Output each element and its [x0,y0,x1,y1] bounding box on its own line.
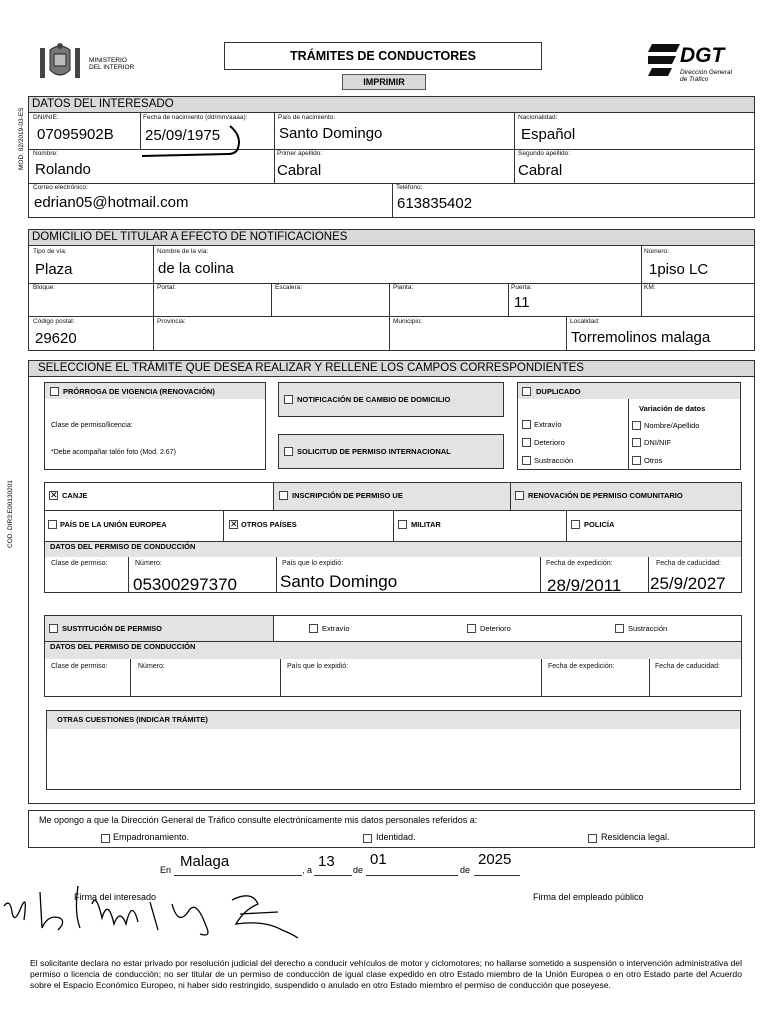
print-button[interactable]: IMPRIMIR [342,74,426,90]
canje-numero-field[interactable]: 05300297370 [133,575,238,594]
nationality-label: Nacionalidad: [518,114,558,121]
var-otros-checkbox[interactable] [632,456,641,465]
legal-declaration: El solicitante declara no estar privado por resolución judicial del derecho a conducir vehículos de motor y ciclomotores; no hallarse sometido a suspensión o intervención administrativa del permiso o licencia de conducción; no ser titular de un permiso de conducción de igual clase expedido en otro Estado miembro de la Unión Europea o en otro Estado parte del Acuerdo sobre el Espacio Económico Europeo, ni haber sido restringido, suspendido o anulado en otro Estado miembro el permiso de conducción que poseyese. [30,958,742,991]
var-nombre-checkbox[interactable] [632,421,641,430]
sust-fexp-label: Fecha de expedición: [548,663,615,670]
de-label-1: de [353,865,364,875]
stairs-label: Escalera: [275,284,303,291]
militar-checkbox[interactable] [398,520,407,529]
sust-extravio-label: Extravío [322,624,350,633]
a-label: , a [302,865,313,875]
var-dni-checkbox[interactable] [632,438,641,447]
locality-field[interactable]: Torremolinos malaga [571,329,711,346]
ministry-name-line2: DEL INTERIOR [89,64,135,71]
door-label: Puerta: [511,284,532,291]
second-surname-label: Segundo apellido: [518,150,571,157]
ministry-name-line1: MINISTERIO [89,57,127,64]
day-field[interactable]: 13 [318,853,335,870]
sust-sustraccion-checkbox[interactable] [615,624,624,633]
sust-pais-label: País que lo expidió: [287,663,349,670]
permiso-internacional-label: SOLICITUD DE PERMISO INTERNACIONAL [297,447,451,456]
de-label-2: de [460,865,471,875]
street-type-field[interactable]: Plaza [35,261,73,278]
sust-sustraccion-label: Sustracción [628,624,668,633]
var-dni-label: DNI/NIF [644,438,672,447]
dir3-code: COD. DIR3:E00130201 [7,480,14,548]
first-name-label: Nombre: [33,150,58,157]
birthdate-label: Fecha de nacimiento (dd/mm/aaaa): [143,114,248,121]
month-field[interactable]: 01 [370,851,387,868]
dup-sustraccion-label: Sustracción [534,456,574,465]
dup-extravio-label: Extravío [534,420,562,429]
sust-deterioro-checkbox[interactable] [467,624,476,633]
postal-code-field[interactable]: 29620 [35,330,77,347]
floor-label: Planta: [393,284,414,291]
first-name-field[interactable]: Rolando [35,161,91,178]
license-class-label: Clase de permiso/licencia: [51,422,133,429]
sust-fcad-label: Fecha de caducidad: [655,663,720,670]
portal-label: Portal: [157,284,176,291]
firma-interesado-label: Firma del interesado [74,892,157,902]
photo-note: *Debe acompañar talón foto (Mod. 2.67) [51,449,176,456]
empadronamiento-checkbox[interactable] [101,834,110,843]
duplicado-checkbox[interactable] [522,387,531,396]
dup-deterioro-checkbox[interactable] [522,438,531,447]
email-field[interactable]: edrian05@hotmail.com [34,194,189,211]
locality-label: Localidad: [570,318,600,325]
handwritten-bracket [140,124,250,160]
dgt-subtitle-2: de Tráfico [680,76,709,83]
phone-field[interactable]: 613835402 [397,195,473,212]
otros-paises-label: OTROS PAÍSES [241,520,297,529]
place-field[interactable]: Malaga [180,853,230,870]
canje-fexp-label: Fecha de expedición: [546,560,613,567]
variacion-label: Variación de datos [639,404,706,413]
identidad-checkbox[interactable] [363,834,372,843]
oposicion-text: Me opongo a que la Dirección General de Tráfico consulte electrónicamente mis datos personales referidos a: [39,815,478,825]
email-label: Correo electrónico: [33,184,88,191]
street-number-field[interactable]: 1piso LC [649,261,709,278]
policia-checkbox[interactable] [571,520,580,529]
sustitucion-checkbox[interactable] [49,624,58,633]
block-label: Bloque: [33,284,56,291]
notif-domicilio-label: NOTIFICACIÓN DE CAMBIO DE DOMICILIO [297,395,451,404]
street-number-label: Número: [644,248,669,255]
inscripcion-checkbox[interactable] [279,491,288,500]
var-nombre-label: Nombre/Apellido [644,421,700,430]
canje-numero-label: Número: [135,560,162,567]
interesado-heading: DATOS DEL INTERESADO [28,96,755,113]
policia-label: POLICÍA [584,520,615,529]
sust-deterioro-label: Deterioro [480,624,511,633]
pais-ue-checkbox[interactable] [48,520,57,529]
year-field[interactable]: 2025 [478,851,512,868]
prorroga-label: PRÓRROGA DE VIGENCIA (RENOVACIÓN) [63,387,215,396]
dup-extravio-checkbox[interactable] [522,420,531,429]
tramite-heading: SELECCIONE EL TRÁMITE QUE DESEA REALIZAR Y RELLENE LOS CAMPOS CORRESPONDIENTES [28,360,755,377]
first-surname-field[interactable]: Cabral [277,162,322,179]
canje-fexp-field[interactable]: 28/9/2011 [547,576,622,595]
canje-datos-permiso-heading: DATOS DEL PERMISO DE CONDUCCIÓN [50,542,196,551]
pais-ue-label: PAÍS DE LA UNIÓN EUROPEA [60,520,167,529]
renovacion-label: RENOVACIÓN DE PERMISO COMUNITARIO [528,491,683,500]
canje-fcad-field[interactable]: 25/9/2027 [650,574,726,593]
renovacion-checkbox[interactable] [515,491,524,500]
street-name-label: Nombre de la vía: [157,248,209,255]
dgt-subtitle-1: Dirección General [680,69,733,76]
dup-deterioro-label: Deterioro [534,438,565,447]
municipality-label: Municipio: [393,318,423,325]
birth-country-label: País de nacimiento: [278,114,336,121]
km-label: KM: [644,284,656,291]
model-code: MOD. 02/2019-03-ES [18,107,25,170]
dup-sustraccion-checkbox[interactable] [522,456,531,465]
birthdate-field[interactable]: 25/09/1975 [145,127,221,144]
residencia-label: Residencia legal. [601,832,670,842]
canje-label: CANJE [62,491,88,500]
street-name-field[interactable]: de la colina [158,260,234,277]
inscripcion-label: INSCRIPCIÓN DE PERMISO UE [292,491,403,500]
province-label: Provincia: [157,318,186,325]
domicilio-heading: DOMICILIO DEL TITULAR A EFECTO DE NOTIFICACIONES [28,229,755,246]
sust-datos-permiso-heading: DATOS DEL PERMISO DE CONDUCCIÓN [50,642,196,651]
firma-empleado-label: Firma del empleado público [533,892,644,902]
dni-label: DNI/NIE: [33,114,59,121]
identidad-label: Identidad. [376,832,416,842]
prorroga-checkbox[interactable] [50,387,59,396]
canje-clase-label: Clase de permiso: [51,560,108,567]
militar-label: MILITAR [411,520,441,529]
otras-cuestiones-label: OTRAS CUESTIONES (INDICAR TRÁMITE) [57,715,208,724]
nationality-field[interactable]: Español [521,126,576,143]
var-otros-label: Otros [644,456,663,465]
permiso-internacional-checkbox[interactable] [284,447,293,456]
dgt-logo-text: DGT [680,44,725,67]
handwritten-signature [0,868,310,948]
en-label: En [160,865,172,875]
phone-label: Teléfono: [396,184,423,191]
sust-extravio-checkbox[interactable] [309,624,318,633]
notif-domicilio-checkbox[interactable] [284,395,293,404]
sust-numero-label: Número: [138,663,165,670]
birth-country-field[interactable]: Santo Domingo [279,125,383,142]
sustitucion-label: SUSTITUCIÓN DE PERMISO [62,624,163,633]
dni-field[interactable]: 07095902B [37,126,114,143]
street-type-label: Tipo de vía: [33,248,67,255]
door-field[interactable]: 11 [514,294,530,311]
canje-checkbox[interactable]: ✕ [50,490,58,500]
canje-pais-label: País que lo expidió: [282,560,344,567]
duplicado-label: DUPLICADO [536,387,581,396]
first-surname-label: Primer apellido: [277,150,323,157]
spain-coat-of-arms-logo [38,42,82,82]
canje-pais-field[interactable]: Santo Domingo [280,572,398,591]
empadronamiento-label: Empadronamiento. [113,832,190,842]
form-title-box [224,42,542,70]
sust-clase-label: Clase de permiso: [51,663,108,670]
residencia-checkbox[interactable] [588,834,597,843]
otros-paises-checkbox[interactable]: ✕ [230,519,238,529]
canje-fcad-label: Fecha de caducidad: [656,560,721,567]
form-title: TRÁMITES DE CONDUCTORES [290,49,476,63]
postal-code-label: Código postal: [33,318,75,325]
second-surname-field[interactable]: Cabral [518,162,563,179]
